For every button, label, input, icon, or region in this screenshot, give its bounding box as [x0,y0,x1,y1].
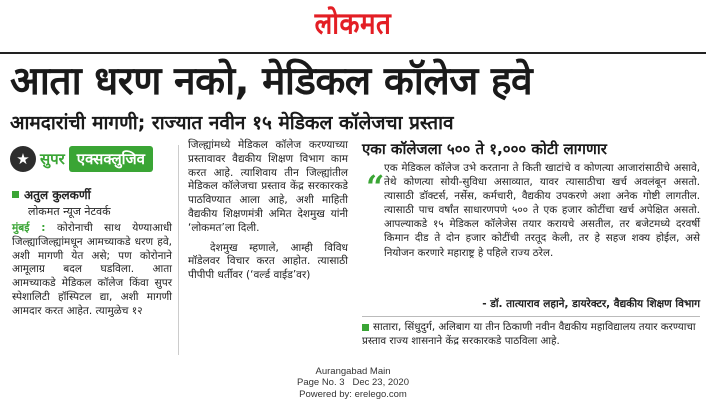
sidebar-note-text: सातारा, सिंधुदुर्ग, अलिबाग या तीन ठिकाणी नवीन वैद्यकीय महाविद्यालय तयार करण्याचा प्रस्ताव राज्य शासनाने केंद्र सरकारकडे पाठविला आहे. [362,321,696,347]
column-divider [178,145,179,355]
dateline: मुंबई : [12,222,46,234]
sidebar-divider [362,316,700,317]
headline: आता धरण नको, मेडिकल कॉलेज हवे [10,59,533,104]
byline [12,186,91,203]
article-column-2 [188,139,348,289]
column-2-paragraph-2: देशमुख म्हणाले, आम्ही विविध मॉडेलवर विचार करत आहोत. त्यासाठी पीपीपी धर्तीवर (‘वर्ल्ड वाईड’वर) [188,241,348,282]
author-name: अतुल कुलकर्णी [24,188,91,202]
bullet-square-icon [12,191,19,198]
sidebar-quote-text: एक मेडिकल कॉलेज उभे करताना ते किती खाटांचे व कोणत्या आजारांसाठीचे असावे, तेथे कोणत्या सोयी-सुविधा असाव्यात, यावर त्यासाठीचा खर्च अवलंबून असतो. त्यासाठी डॉक्टर्स, नर्सेस, कर्मचारी, वैद्यकीय उपकरणे अशा अनेक गोष्टी लागतील. त्यासाठी पाच वर्षांत साधारणपणे ५०० ते एक हजार कोटींचा खर्च अपेक्षित असतो. आपल्याकडे १५ मेडिकल कॉलेजेस तयार करायचे असतील, तर बजेटमध्ये दरवर्षी किमान दीड ते दोन हजार कोटींची तरतूद केली, तर हे सहज शक्य होईल, असे नियोजन करणारे महाराष्ट्र हे पहिले राज्य ठरेल. [384,162,700,259]
badge-exclusive-label: एक्सक्लुजिव [69,146,153,172]
star-icon: ★ [10,146,36,172]
footer-edition: Aurangabad Main [315,366,391,377]
article-column-1 [12,222,172,319]
footer-page: Page No. 3 [297,377,345,389]
badge-super-label: सुपर [40,150,65,168]
column-1-body: कोरोनाची साथ येण्याआधी जिल्ह्याजिल्ह्यांमधून आमच्याकडे धरण हवे, अशी मागणी येत असे; पण कोरोनाने आमूलाग्र बदल घडविला. आता आमच्याकडे मेडिकल कॉलेज किंवा सुपर स्पेशालिटी हॉस्पिटल द्या, अशी मागणी आमदार करत आहेत. त्यामुळेच १२ [12,222,172,317]
agency-name: लोकमत न्यूज नेटवर्क [28,205,111,218]
footer-page-date [0,377,706,388]
footer-powered-by[interactable]: Powered by: erelego.com [299,388,407,400]
sidebar-heading: एका कॉलेजला ५०० ते १,००० कोटी लागणार [362,140,607,158]
super-exclusive-badge [10,145,202,173]
quote-attribution: - डॉ. तात्याराव लहाने, डायरेक्टर, वैद्यकीय शिक्षण विभाग [482,298,700,310]
page-footer [0,366,706,400]
subheadline: आमदारांची मागणी; राज्यात नवीन १५ मेडिकल कॉलेजचा प्रस्ताव [10,112,454,134]
quote-mark-icon: “ [366,168,385,206]
sidebar-note [362,321,700,348]
footer-date: Dec 23, 2020 [352,377,409,389]
sidebar-quote [362,161,700,260]
column-2-paragraph-1: जिल्ह्यांमध्ये मेडिकल कॉलेज करण्याच्या प्रस्तावावर वैद्यकीय शिक्षण विभाग काम करत आहे. त्याशिवाय तीन जिल्ह्यांतील मेडिकल कॉलेजचा प्रस्ताव केंद्र सरकारकडे पाठविण्यात आला आहे, अशी माहिती वैद्यकीय शिक्षणमंत्री अमित देशमुख यांनी ‘लोकमत’ला दिली. [188,139,348,234]
newspaper-logo[interactable]: लोकमत [314,7,392,42]
masthead-rule [0,52,706,54]
bullet-square-icon [362,324,369,331]
